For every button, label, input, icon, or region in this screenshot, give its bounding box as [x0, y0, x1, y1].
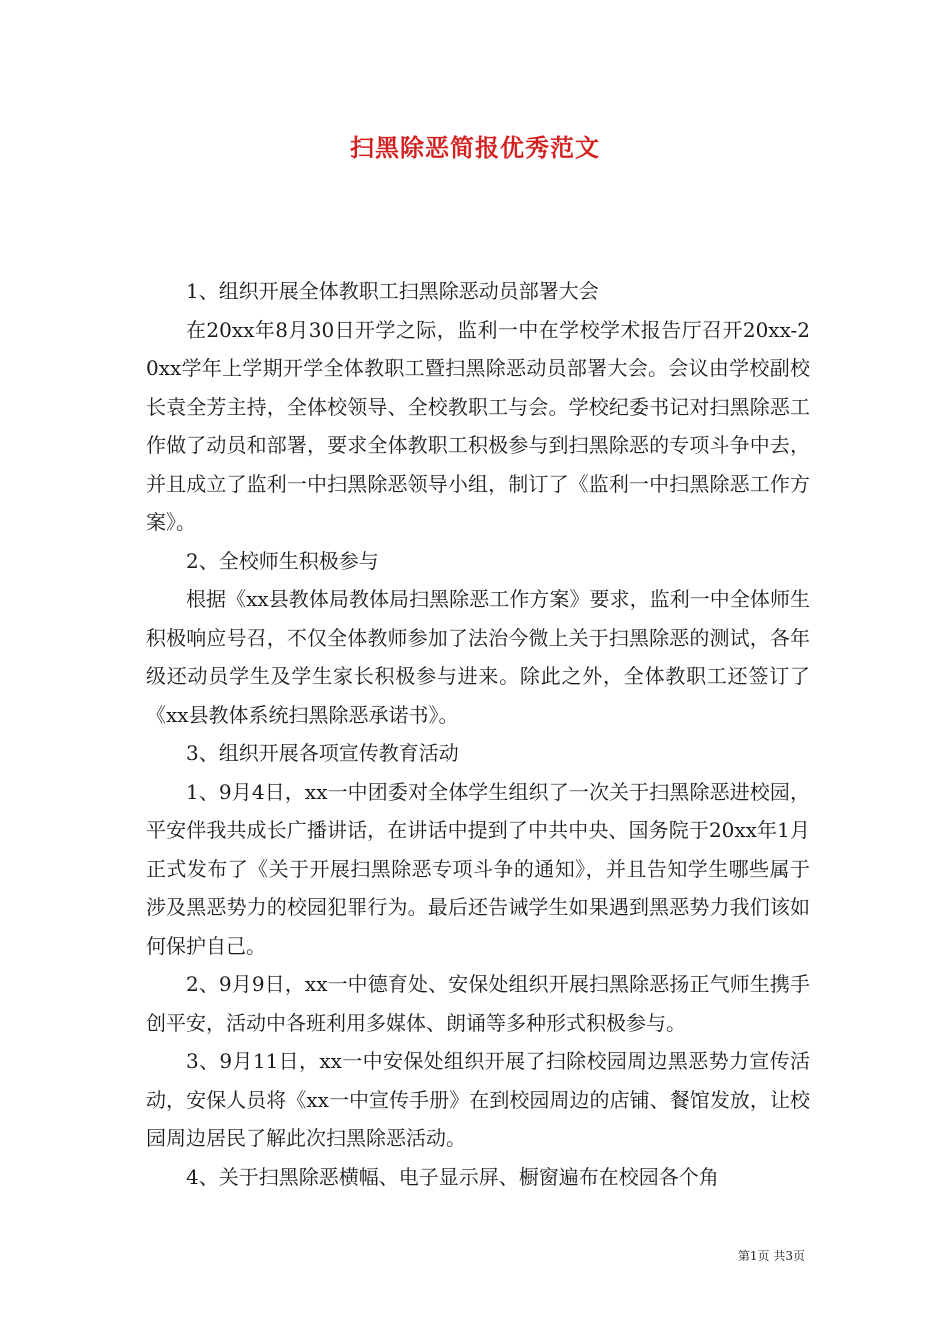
document-body [146, 272, 810, 1196]
paragraph-meeting: 在20xx年8月30日开学之际，监利一中在学校学术报告厅召开20xx-20xx学年上学期开学全体教职工暨扫黑除恶动员部署大会。会议由学校副校长袁全芳主持，全体校领导、全校教职工与会。学校纪委书记对扫黑除恶工作做了动员和部署，要求全体教职工积极参与到扫黑除恶的专项斗争中去，并且成立了监利一中扫黑除恶领导小组，制订了《监利一中扫黑除恶工作方案》。 [146, 317, 810, 534]
document-title: 扫黑除恶简报优秀范文 [350, 133, 600, 162]
paragraph-activity-2: 2、9月9日，xx一中德育处、安保处组织开展扫黑除恶扬正气师生携手创平安，活动中各班利用多媒体、朗诵等多种形式积极参与。 [146, 972, 810, 1035]
section-heading-3: 3、组织开展各项宣传教育活动 [186, 741, 459, 765]
section-heading-2: 2、全校师生积极参与 [186, 548, 379, 573]
page-number-footer: 第1页 共3页 [737, 1249, 805, 1263]
paragraph-activity-1: 1、9月4日，xx一中团委对全体学生组织了一次关于扫黑除恶进校园，平安伴我共成长广播讲话，在讲话中提到了中共中央、国务院于20xx年1月正式发布了《关于开展扫黑除恶专项斗争的通知》，并且告知学生哪些属于涉及黑恶势力的校园犯罪行为。最后还告诫学生如果遇到黑恶势力我们该如何保护自己。 [146, 779, 810, 958]
paragraph-activity-4: 4、关于扫黑除恶横幅、电子显示屏、橱窗遍布在校园各个角 [186, 1164, 719, 1189]
section-heading-1: 1、组织开展全体教职工扫黑除恶动员部署大会 [186, 279, 599, 303]
paragraph-participation: 根据《xx县教体局教体局扫黑除恶工作方案》要求，监利一中全体师生积极响应号召，不仅全体教师参加了法治今微上关于扫黑除恶的测试，各年级还动员学生及学生家长积极参与进来。除此之外，全体教职工还签订了《xx县教体系统扫黑除恶承诺书》。 [146, 587, 810, 727]
paragraph-activity-3: 3、9月11日，xx一中安保处组织开展了扫除校园周边黑恶势力宣传活动，安保人员将《xx一中宣传手册》在到校园周边的店铺、餐馆发放，让校园周边居民了解此次扫黑除恶活动。 [146, 1049, 810, 1150]
